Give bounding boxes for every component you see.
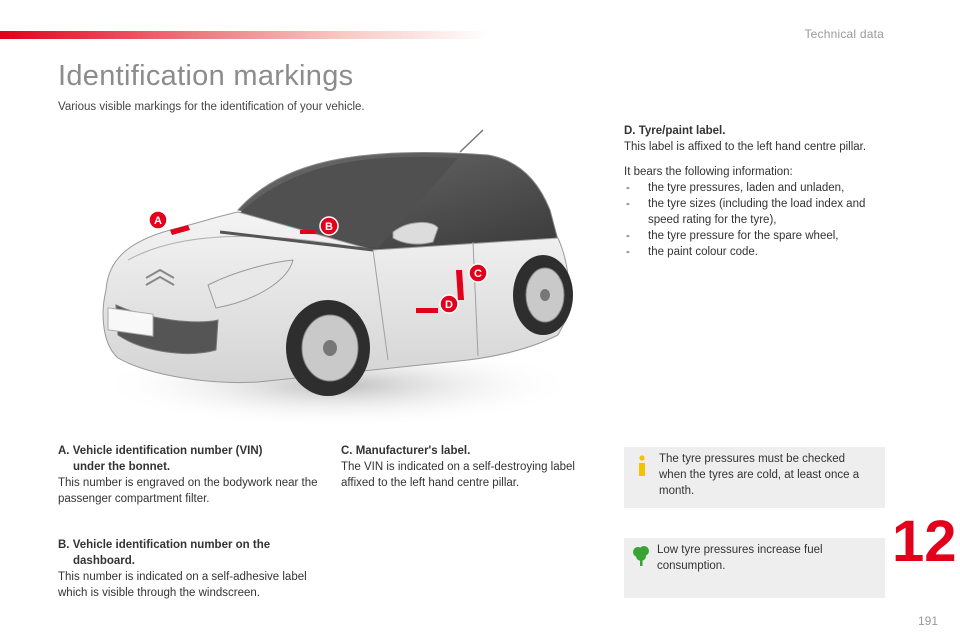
list-item: - the tyre pressures, laden and unladen, <box>624 180 889 196</box>
list-item: - the paint colour code. <box>624 244 889 260</box>
section-d-list <box>624 180 889 260</box>
section-a-heading <box>58 443 318 475</box>
intro-text: Various visible markings for the identification of your vehicle. <box>58 101 365 113</box>
section-b-heading-line1: B. Vehicle identification number on the <box>58 539 271 551</box>
section-title: Technical data <box>804 27 884 41</box>
section-b-heading <box>58 537 318 569</box>
section-c-heading: C. Manufacturer's label. <box>341 445 471 457</box>
section-c <box>341 443 603 491</box>
svg-text:A: A <box>154 215 162 227</box>
marker-a <box>149 211 167 229</box>
section-a-heading-line1: A. Vehicle identification number (VIN) <box>58 445 263 457</box>
header-accent-bar <box>0 31 490 39</box>
info-note-box <box>624 447 885 508</box>
section-d-heading: D. Tyre/paint label. <box>624 125 726 137</box>
section-b-body: This number is indicated on a self-adhesive label which is visible through the windscreen. <box>58 571 307 599</box>
info-icon <box>637 455 647 477</box>
section-d <box>624 123 889 260</box>
tree-icon <box>632 545 650 567</box>
svg-text:C: C <box>474 268 482 280</box>
marker-b <box>320 217 338 235</box>
info-note-text: The tyre pressures must be checked when the tyres are cold, at least once a month. <box>659 453 860 497</box>
section-c-body: The VIN is indicated on a self-destroying label affixed to the left hand centre pillar. <box>341 461 575 489</box>
page-title: Identification markings <box>58 60 354 92</box>
car-illustration <box>88 120 588 435</box>
section-a <box>58 443 318 507</box>
section-d-info-intro: It bears the following information: <box>624 166 793 178</box>
section-b <box>58 537 318 601</box>
section-a-heading-line2: under the bonnet. <box>73 461 171 473</box>
section-d-body: This label is affixed to the left hand centre pillar. <box>624 141 867 153</box>
marker-c <box>469 264 487 282</box>
svg-text:B: B <box>325 221 333 233</box>
eco-note-box <box>624 538 885 598</box>
chapter-number: 12 <box>892 509 957 574</box>
section-b-heading-line2: dashboard. <box>73 555 135 567</box>
marker-d <box>440 295 458 313</box>
svg-text:D: D <box>445 299 453 311</box>
section-a-body: This number is engraved on the bodywork near the passenger compartment filter. <box>58 477 318 505</box>
list-item: - the tyre pressure for the spare wheel, <box>624 228 889 244</box>
list-item: - the tyre sizes (including the load index and speed rating for the tyre), <box>624 196 889 228</box>
eco-note-text: Low tyre pressures increase fuel consumption. <box>657 544 823 572</box>
page-number: 191 <box>917 614 938 628</box>
